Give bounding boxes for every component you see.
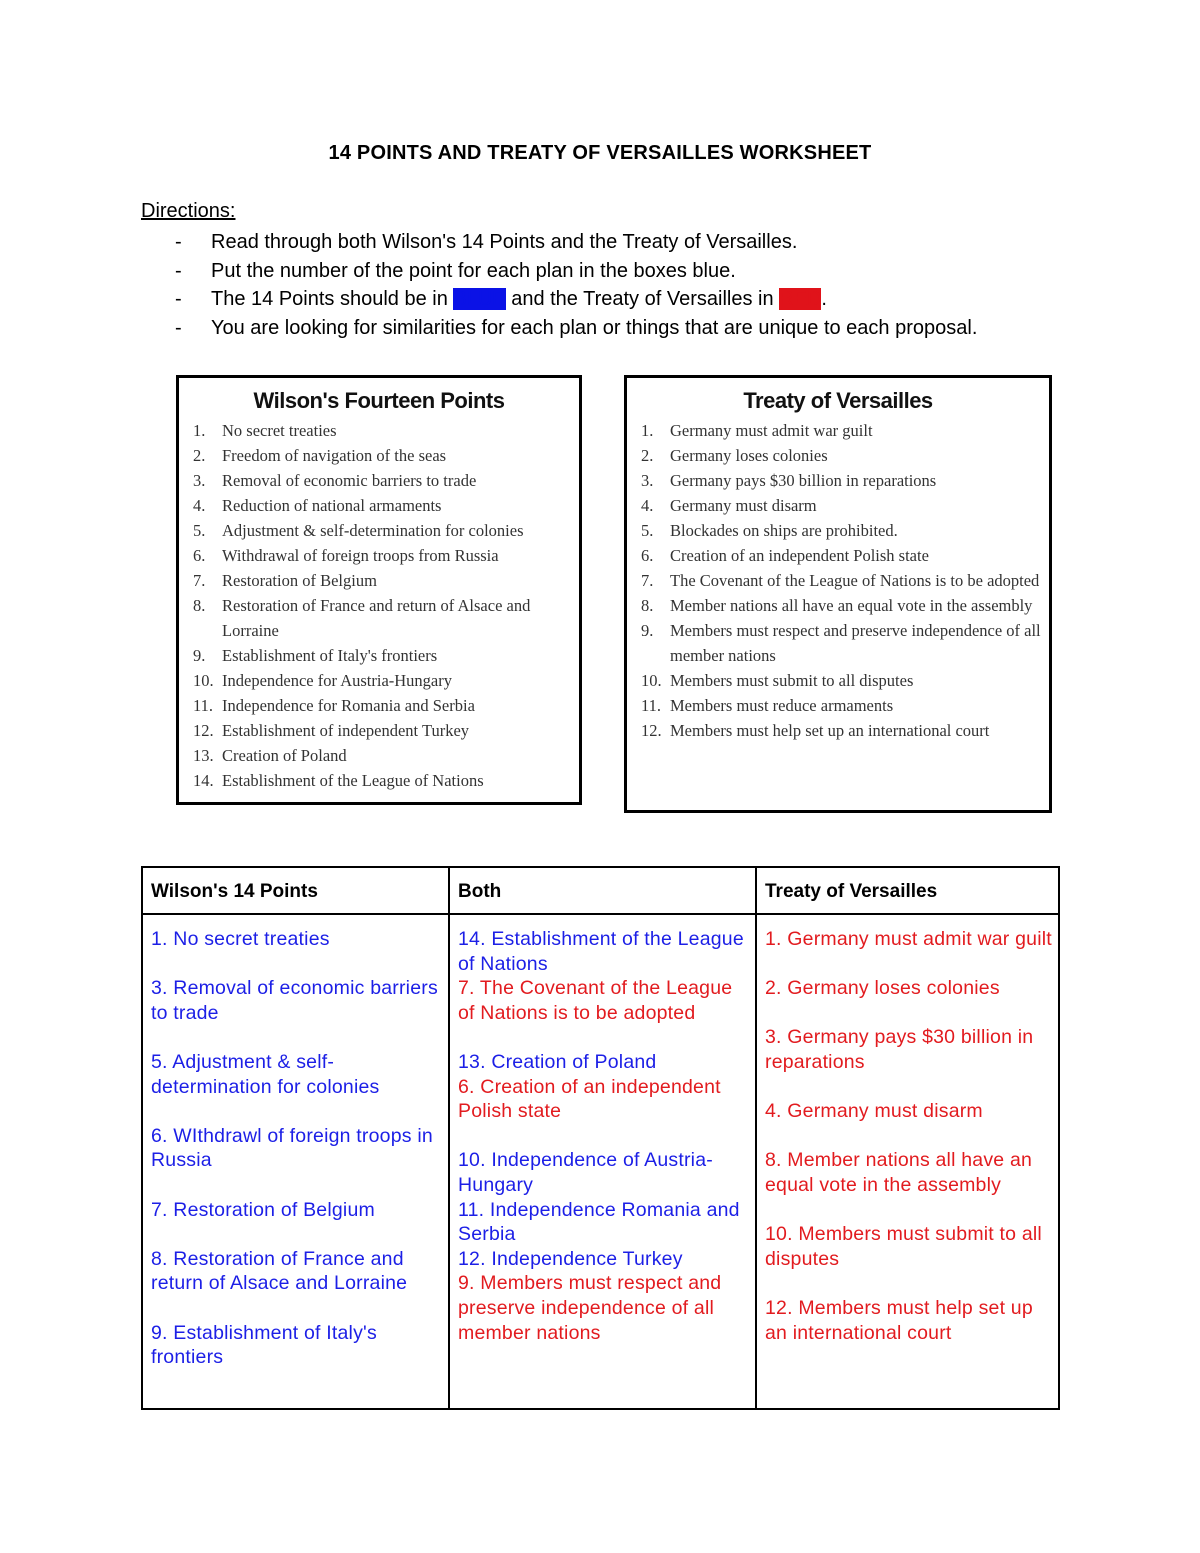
- point-number: 12.: [193, 721, 214, 740]
- versailles-point: [627, 593, 1049, 618]
- point-number: 2.: [193, 446, 206, 465]
- versailles-entry: 12. Members must help set up an international court: [765, 1296, 1033, 1344]
- point-number: 3.: [641, 471, 654, 490]
- wilson-point: [179, 718, 579, 743]
- point-number: 12.: [641, 721, 662, 740]
- red-highlight: RED: [779, 288, 822, 310]
- versailles-point: [627, 668, 1049, 693]
- direction-text: Put the number of the point for each plan in the boxes blue.: [211, 259, 736, 282]
- both-entry-versailles: 6. Creation of an independent Polish state: [458, 1075, 721, 1123]
- point-text: Germany must admit war guilt: [670, 421, 873, 440]
- point-number: 7.: [193, 571, 206, 590]
- spacer: [151, 1296, 440, 1321]
- dash: -: [175, 259, 182, 282]
- point-text: Members must submit to all disputes: [670, 671, 914, 690]
- point-text: Creation of an independent Polish state: [670, 546, 929, 565]
- wilson-entry: 8. Restoration of France and return of Alsace and Lorraine: [151, 1247, 408, 1295]
- point-number: 8.: [193, 596, 206, 615]
- point-text: Member nations all have an equal vote in the assembly: [670, 596, 1033, 615]
- dash: -: [175, 288, 182, 310]
- point-number: 6.: [641, 546, 654, 565]
- wilson-point: [179, 418, 579, 443]
- wilson-entry: 1. No secret treaties: [151, 928, 330, 950]
- spacer: [458, 1124, 747, 1149]
- point-number: 3.: [193, 471, 206, 490]
- wilson-entry: 5. Adjustment & self-determination for colonies: [151, 1050, 380, 1098]
- point-text: Independence for Austria-Hungary: [222, 671, 452, 690]
- point-text: Adjustment & self-determination for colonies: [222, 521, 524, 540]
- spacer: [151, 1025, 440, 1050]
- point-text: Removal of economic barriers to trade: [222, 471, 477, 490]
- direction-part: and the Treaty of Versailles in: [505, 288, 780, 310]
- point-number: 2.: [641, 446, 654, 465]
- page-title: 14 POINTS AND TREATY OF VERSAILLES WORKSHEET: [328, 142, 872, 164]
- blue-highlight: BLUE: [453, 288, 506, 310]
- wilson-point: [179, 743, 579, 768]
- wilson-point: [179, 518, 579, 543]
- point-text: Germany loses colonies: [670, 446, 828, 465]
- versailles-point: [627, 618, 1049, 668]
- spacer: [458, 1025, 747, 1050]
- point-text: Germany must disarm: [670, 496, 817, 515]
- wilson-point: [179, 493, 579, 518]
- dash: -: [175, 316, 182, 339]
- wilson-cell: [143, 915, 448, 1370]
- column-header: Treaty of Versailles: [757, 868, 1060, 915]
- spacer: [765, 1075, 1052, 1100]
- spacer: [151, 1173, 440, 1198]
- spacer: [765, 1124, 1052, 1149]
- direction-item: [141, 257, 1101, 286]
- point-text: Reduction of national armaments: [222, 496, 442, 515]
- point-text: Freedom of navigation of the seas: [222, 446, 447, 465]
- versailles-entry: 10. Members must submit to all disputes: [765, 1223, 1042, 1270]
- wilson-box-title: Wilson's Fourteen Points: [253, 388, 505, 413]
- versailles-point: [627, 443, 1049, 468]
- wilson-point: [179, 443, 579, 468]
- spacer: [151, 952, 440, 977]
- spacer: [765, 1198, 1052, 1223]
- spacer: [765, 952, 1052, 977]
- spacer: [151, 1222, 440, 1247]
- point-text: Members must respect and preserve independence of all member nations: [670, 621, 1041, 665]
- comparison-table: [141, 866, 1060, 1410]
- spacer: [765, 1271, 1052, 1296]
- direction-part: .: [821, 288, 827, 310]
- wilson-point: [179, 593, 579, 643]
- direction-item: [141, 285, 1101, 314]
- both-entry-versailles: 7. The Covenant of the League of Nations is to be adopted: [458, 977, 733, 1024]
- point-number: 4.: [641, 496, 654, 515]
- point-number: 5.: [193, 521, 206, 540]
- wilson-point: [179, 568, 579, 593]
- point-text: Establishment of Italy's frontiers: [222, 646, 438, 665]
- point-number: 10.: [641, 671, 662, 690]
- versailles-point: [627, 718, 1049, 743]
- point-number: 1.: [193, 421, 206, 440]
- point-text: Establishment of the League of Nations: [222, 771, 484, 790]
- both-entry-wilson: 12. Independence Turkey: [458, 1247, 683, 1270]
- column-header: Both: [450, 868, 755, 915]
- versailles-point: [627, 693, 1049, 718]
- wilson-point: [179, 543, 579, 568]
- point-text: Restoration of France and return of Alsace and Lorraine: [222, 596, 531, 640]
- versailles-entry: 2. Germany loses colonies: [765, 977, 1000, 1000]
- versailles-point: [627, 568, 1049, 593]
- versailles-points-list: [627, 418, 1049, 743]
- versailles-entry: 4. Germany must disarm: [765, 1100, 983, 1123]
- versailles-entry: 8. Member nations all have an equal vote in the assembly: [765, 1149, 1033, 1196]
- wilson-points-list: [179, 418, 579, 793]
- point-number: 6.: [193, 546, 206, 565]
- both-column: [448, 868, 755, 1408]
- both-entry-wilson: 13. Creation of Poland: [458, 1050, 657, 1073]
- point-text: The Covenant of the League of Nations is to be adopted: [670, 571, 1040, 590]
- versailles-point: [627, 493, 1049, 518]
- column-header: Wilson's 14 Points: [143, 868, 448, 915]
- versailles-box-title: Treaty of Versailles: [743, 388, 933, 413]
- point-text: Restoration of Belgium: [222, 571, 377, 590]
- directions-list: [141, 228, 1101, 342]
- direction-text-colors: [211, 285, 827, 313]
- wilson-point: [179, 468, 579, 493]
- direction-item: [141, 314, 1101, 343]
- wilson-column: [143, 868, 448, 1408]
- both-entry-wilson: 14. Establishment of the League of Nations: [458, 928, 744, 975]
- versailles-cell: [757, 915, 1060, 1345]
- versailles-column: [755, 868, 1060, 1408]
- point-number: 8.: [641, 596, 654, 615]
- point-text: Creation of Poland: [222, 746, 347, 765]
- point-text: Independence for Romania and Serbia: [222, 696, 475, 715]
- wilson-entry: 9. Establishment of Italy's frontiers: [151, 1321, 377, 1369]
- point-number: 9.: [193, 646, 206, 665]
- wilson-entry: 6. WIthdrawl of foreign troops in Russia: [151, 1124, 433, 1172]
- point-number: 13.: [193, 746, 214, 765]
- point-number: 9.: [641, 621, 654, 640]
- point-number: 11.: [193, 696, 214, 715]
- point-text: No secret treaties: [222, 421, 337, 440]
- both-cell: [450, 915, 755, 1345]
- versailles-point: [627, 543, 1049, 568]
- direction-part: The 14 Points should be in: [211, 288, 454, 310]
- wilson-point: [179, 668, 579, 693]
- directions-label: Directions:: [141, 200, 236, 222]
- direction-text: Read through both Wilson's 14 Points and the Treaty of Versailles.: [211, 231, 798, 253]
- versailles-entry: 1. Germany must admit war guilt: [765, 928, 1052, 950]
- both-entry-wilson: 11. Independence Romania and Serbia: [458, 1198, 740, 1246]
- point-text: Members must reduce armaments: [670, 696, 894, 715]
- wilson-entry: 7. Restoration of Belgium: [151, 1198, 375, 1221]
- spacer: [151, 1099, 440, 1124]
- dash: -: [175, 231, 182, 253]
- versailles-point: [627, 418, 1049, 443]
- point-number: 11.: [641, 696, 662, 715]
- wilson-point: [179, 768, 579, 793]
- wilson-points-box: [176, 375, 582, 805]
- point-text: Blockades on ships are prohibited.: [670, 521, 898, 540]
- versailles-point: [627, 468, 1049, 493]
- wilson-point: [179, 693, 579, 718]
- direction-text: You are looking for similarities for each plan or things that are unique to each proposal.: [211, 316, 978, 339]
- versailles-point: [627, 518, 1049, 543]
- point-number: 10.: [193, 671, 214, 690]
- versailles-entry: 3. Germany pays $30 billion in reparations: [765, 1026, 1034, 1073]
- spacer: [765, 1001, 1052, 1026]
- point-text: Members must help set up an international court: [670, 721, 990, 740]
- wilson-entry: 3. Removal of economic barriers to trade: [151, 977, 438, 1024]
- point-number: 5.: [641, 521, 654, 540]
- point-text: Germany pays $30 billion in reparations: [670, 471, 937, 490]
- point-number: 7.: [641, 571, 654, 590]
- point-text: Withdrawal of foreign troops from Russia: [222, 546, 499, 565]
- versailles-box: [624, 375, 1052, 813]
- wilson-point: [179, 643, 579, 668]
- both-entry-versailles: 9. Members must respect and preserve independence of all member nations: [458, 1272, 722, 1344]
- point-number: 14.: [193, 771, 214, 790]
- point-number: 4.: [193, 496, 206, 515]
- point-number: 1.: [641, 421, 654, 440]
- both-entry-wilson: 10. Independence of Austria-Hungary: [458, 1149, 713, 1196]
- point-text: Establishment of independent Turkey: [222, 721, 470, 740]
- direction-item: [141, 228, 1101, 257]
